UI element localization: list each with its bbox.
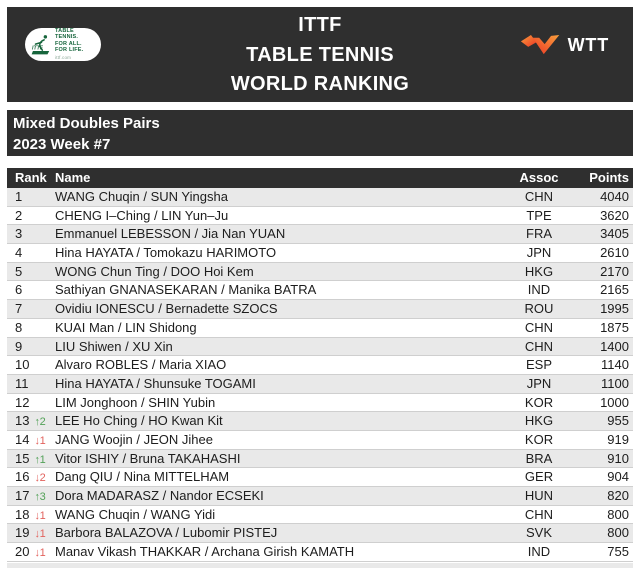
top-banner bbox=[7, 7, 633, 102]
pair-names: LEE Ho Ching / HO Kwan Kit bbox=[55, 413, 223, 429]
ittf-slogan bbox=[55, 28, 96, 61]
table-row bbox=[7, 412, 633, 431]
partial-next-row bbox=[7, 563, 633, 568]
rank-cell bbox=[7, 431, 55, 449]
rank-cell bbox=[7, 319, 55, 337]
pair-names: WONG Chun Ting / DOO Hoi Kem bbox=[55, 263, 254, 279]
ittf-slogan-line-3: FOR LIFE. bbox=[55, 47, 84, 54]
points-value: 3405 bbox=[600, 226, 629, 242]
svg-text:ITTF: ITTF bbox=[32, 44, 43, 51]
column-header-points: Points bbox=[589, 170, 629, 185]
table-row bbox=[7, 188, 633, 207]
association-code: ROU bbox=[524, 301, 554, 317]
rank-number: 11 bbox=[15, 375, 29, 391]
ittf-slogan-line-1: TABLE TENNIS. bbox=[55, 27, 79, 41]
pair-names: LIM Jonghoon / SHIN Yubin bbox=[55, 394, 216, 410]
association-code: CHN bbox=[524, 338, 554, 354]
points-value: 910 bbox=[607, 450, 629, 466]
rank-number: 14 bbox=[15, 431, 30, 447]
association-code: HUN bbox=[524, 488, 554, 503]
pair-names: Alvaro ROBLES / Maria XIAO bbox=[55, 357, 227, 373]
association-code: ESP bbox=[525, 357, 552, 373]
rank-number: 20 bbox=[15, 544, 30, 560]
rank-number: 13 bbox=[15, 413, 30, 429]
points-value: 2165 bbox=[600, 282, 629, 298]
rank-number: 15 bbox=[15, 450, 30, 466]
rank-cell bbox=[7, 225, 55, 243]
wtt-w-icon bbox=[520, 33, 562, 57]
subtitle-bar bbox=[7, 110, 633, 156]
rank-cell bbox=[7, 281, 55, 299]
rank-cell bbox=[7, 207, 55, 225]
pair-names: Emmanuel LEBESSON / Jia Nan YUAN bbox=[55, 226, 286, 242]
rank-number: 7 bbox=[15, 301, 23, 317]
ranking-week: 2023 Week #7 bbox=[13, 136, 111, 153]
rank-movement: ↑3 bbox=[34, 491, 46, 503]
rank-movement: ↓1 bbox=[34, 509, 46, 522]
association-code: JPN bbox=[526, 375, 552, 391]
rank-number: 12 bbox=[15, 394, 30, 410]
table-row bbox=[7, 450, 633, 469]
association-code: CHN bbox=[524, 506, 554, 522]
pair-names: Sathiyan GNANASEKARAN / Manika BATRA bbox=[55, 282, 317, 298]
rank-cell bbox=[7, 188, 55, 206]
association-code: HKG bbox=[524, 263, 554, 279]
table-row bbox=[7, 524, 633, 543]
rank-cell bbox=[7, 543, 55, 561]
pair-names: Ovidiu IONESCU / Bernadette SZOCS bbox=[55, 301, 278, 317]
rank-number: 16 bbox=[15, 469, 30, 485]
table-row bbox=[7, 225, 633, 244]
association-code: KOR bbox=[524, 431, 554, 447]
down-arrow-icon: ↓ bbox=[34, 509, 40, 522]
points-value: 955 bbox=[607, 413, 629, 429]
association-code: FRA bbox=[526, 226, 552, 242]
association-code: GER bbox=[524, 469, 554, 485]
ittf-slogan-line-2: FOR ALL. bbox=[55, 40, 82, 47]
rank-cell bbox=[7, 450, 55, 468]
table-row bbox=[7, 394, 633, 413]
points-value: 1000 bbox=[600, 394, 629, 410]
pair-names: Hina HAYATA / Tomokazu HARIMOTO bbox=[55, 245, 277, 261]
column-header-name: Name bbox=[55, 170, 91, 185]
pair-names: WANG Chuqin / WANG Yidi bbox=[55, 506, 216, 522]
rank-movement: ↓1 bbox=[34, 528, 46, 541]
association-code: IND bbox=[527, 282, 551, 298]
down-arrow-icon: ↓ bbox=[34, 528, 40, 541]
points-value: 1100 bbox=[601, 375, 629, 391]
association-code: JPN bbox=[526, 245, 552, 261]
points-value: 1995 bbox=[600, 301, 629, 317]
rank-cell bbox=[7, 524, 55, 542]
rank-number: 2 bbox=[15, 207, 23, 223]
points-value: 800 bbox=[607, 525, 629, 541]
table-row bbox=[7, 356, 633, 375]
rank-number: 18 bbox=[15, 506, 30, 522]
rank-number: 19 bbox=[15, 525, 30, 541]
pair-names: Hina HAYATA / Shunsuke TOGAMI bbox=[55, 375, 256, 391]
rank-cell bbox=[7, 244, 55, 262]
association-code: SVK bbox=[525, 525, 552, 541]
points-value: 820 bbox=[607, 488, 629, 503]
table-row bbox=[7, 506, 633, 525]
rank-cell bbox=[7, 338, 55, 356]
pair-names: Vitor ISHIY / Bruna TAKAHASHI bbox=[55, 450, 241, 466]
pair-names: Dang QIU / Nina MITTELHAM bbox=[55, 469, 230, 485]
title-line-1: ITTF bbox=[298, 14, 342, 36]
rank-number: 4 bbox=[15, 245, 23, 261]
table-header-row bbox=[7, 168, 633, 188]
ittf-logo bbox=[25, 28, 101, 61]
rank-cell bbox=[7, 412, 55, 430]
down-arrow-icon: ↓ bbox=[34, 434, 40, 447]
association-code: BRA bbox=[525, 450, 553, 466]
pair-names: Dora MADARASZ / Nandor ECSEKI bbox=[55, 488, 264, 503]
ranking-table bbox=[7, 168, 633, 562]
association-code: HKG bbox=[524, 413, 554, 429]
rank-cell bbox=[7, 356, 55, 374]
rank-number: 3 bbox=[15, 226, 23, 242]
association-code: IND bbox=[527, 544, 551, 560]
rank-number: 8 bbox=[15, 319, 23, 335]
pair-names: Barbora BALAZOVA / Lubomir PISTEJ bbox=[55, 525, 278, 541]
rank-number: 5 bbox=[15, 263, 23, 279]
table-row bbox=[7, 468, 633, 487]
rank-movement: ↑2 bbox=[34, 416, 46, 429]
rank-movement: ↓2 bbox=[34, 472, 46, 485]
points-value: 1875 bbox=[600, 319, 629, 335]
points-value: 755 bbox=[607, 544, 629, 560]
down-arrow-icon: ↓ bbox=[34, 547, 40, 560]
points-value: 2610 bbox=[600, 245, 629, 261]
up-arrow-icon: ↑ bbox=[34, 453, 40, 466]
table-tennis-player-icon bbox=[31, 33, 52, 57]
table-row bbox=[7, 338, 633, 357]
points-value: 1140 bbox=[601, 357, 629, 373]
ranking-category: Mixed Doubles Pairs bbox=[13, 115, 160, 132]
association-code: CHN bbox=[524, 189, 554, 204]
rank-cell bbox=[7, 487, 55, 505]
rank-movement: ↓1 bbox=[34, 434, 46, 447]
pair-names: Manav Vikash THAKKAR / Archana Girish KAMATH bbox=[55, 544, 355, 560]
points-value: 2170 bbox=[600, 263, 629, 279]
title-line-2: TABLE TENNIS bbox=[246, 43, 394, 66]
rank-cell bbox=[7, 263, 55, 281]
title-line-3: WORLD RANKING bbox=[230, 73, 410, 95]
points-value: 3620 bbox=[600, 207, 629, 223]
pair-names: JANG Woojin / JEON Jihee bbox=[55, 431, 213, 447]
table-row bbox=[7, 487, 633, 506]
wtt-wordmark: WTT bbox=[567, 35, 609, 55]
table-row bbox=[7, 244, 633, 263]
table-row bbox=[7, 300, 633, 319]
points-value: 904 bbox=[607, 469, 629, 485]
association-code: CHN bbox=[524, 319, 554, 335]
pair-names: KUAI Man / LIN Shidong bbox=[55, 319, 197, 335]
ranking-rows bbox=[7, 188, 633, 562]
rank-movement: ↓1 bbox=[34, 547, 46, 560]
association-code: TPE bbox=[526, 207, 552, 223]
table-row bbox=[7, 263, 633, 282]
table-row bbox=[7, 281, 633, 300]
rank-number: 10 bbox=[15, 357, 30, 373]
up-arrow-icon: ↑ bbox=[34, 416, 40, 429]
table-row bbox=[7, 431, 633, 450]
rank-cell bbox=[7, 300, 55, 318]
pair-names: CHENG I–Ching / LIN Yun–Ju bbox=[55, 207, 229, 223]
rank-number: 17 bbox=[15, 488, 30, 503]
rank-number: 1 bbox=[15, 189, 23, 204]
down-arrow-icon: ↓ bbox=[34, 472, 40, 485]
table-row bbox=[7, 207, 633, 226]
points-value: 919 bbox=[607, 431, 629, 447]
rank-number: 9 bbox=[15, 338, 23, 354]
up-arrow-icon: ↑ bbox=[34, 491, 40, 503]
table-row bbox=[7, 319, 633, 338]
association-code: KOR bbox=[524, 394, 554, 410]
table-row bbox=[7, 375, 633, 394]
rank-number: 6 bbox=[15, 282, 23, 298]
points-value: 1400 bbox=[600, 338, 629, 354]
rank-cell bbox=[7, 375, 55, 393]
wtt-logo bbox=[520, 33, 609, 57]
rank-cell bbox=[7, 506, 55, 524]
ittf-site-url: ittf.com bbox=[55, 54, 72, 60]
rank-cell bbox=[7, 394, 55, 412]
table-row bbox=[7, 543, 633, 562]
points-value: 800 bbox=[607, 506, 629, 522]
points-value: 4040 bbox=[600, 189, 629, 204]
column-header-assoc: Assoc bbox=[519, 170, 559, 185]
pair-names: WANG Chuqin / SUN Yingsha bbox=[55, 189, 228, 204]
pair-names: LIU Shiwen / XU Xin bbox=[55, 338, 173, 354]
rank-cell bbox=[7, 468, 55, 486]
column-header-rank: Rank bbox=[15, 170, 47, 185]
rank-movement: ↑1 bbox=[34, 453, 46, 466]
